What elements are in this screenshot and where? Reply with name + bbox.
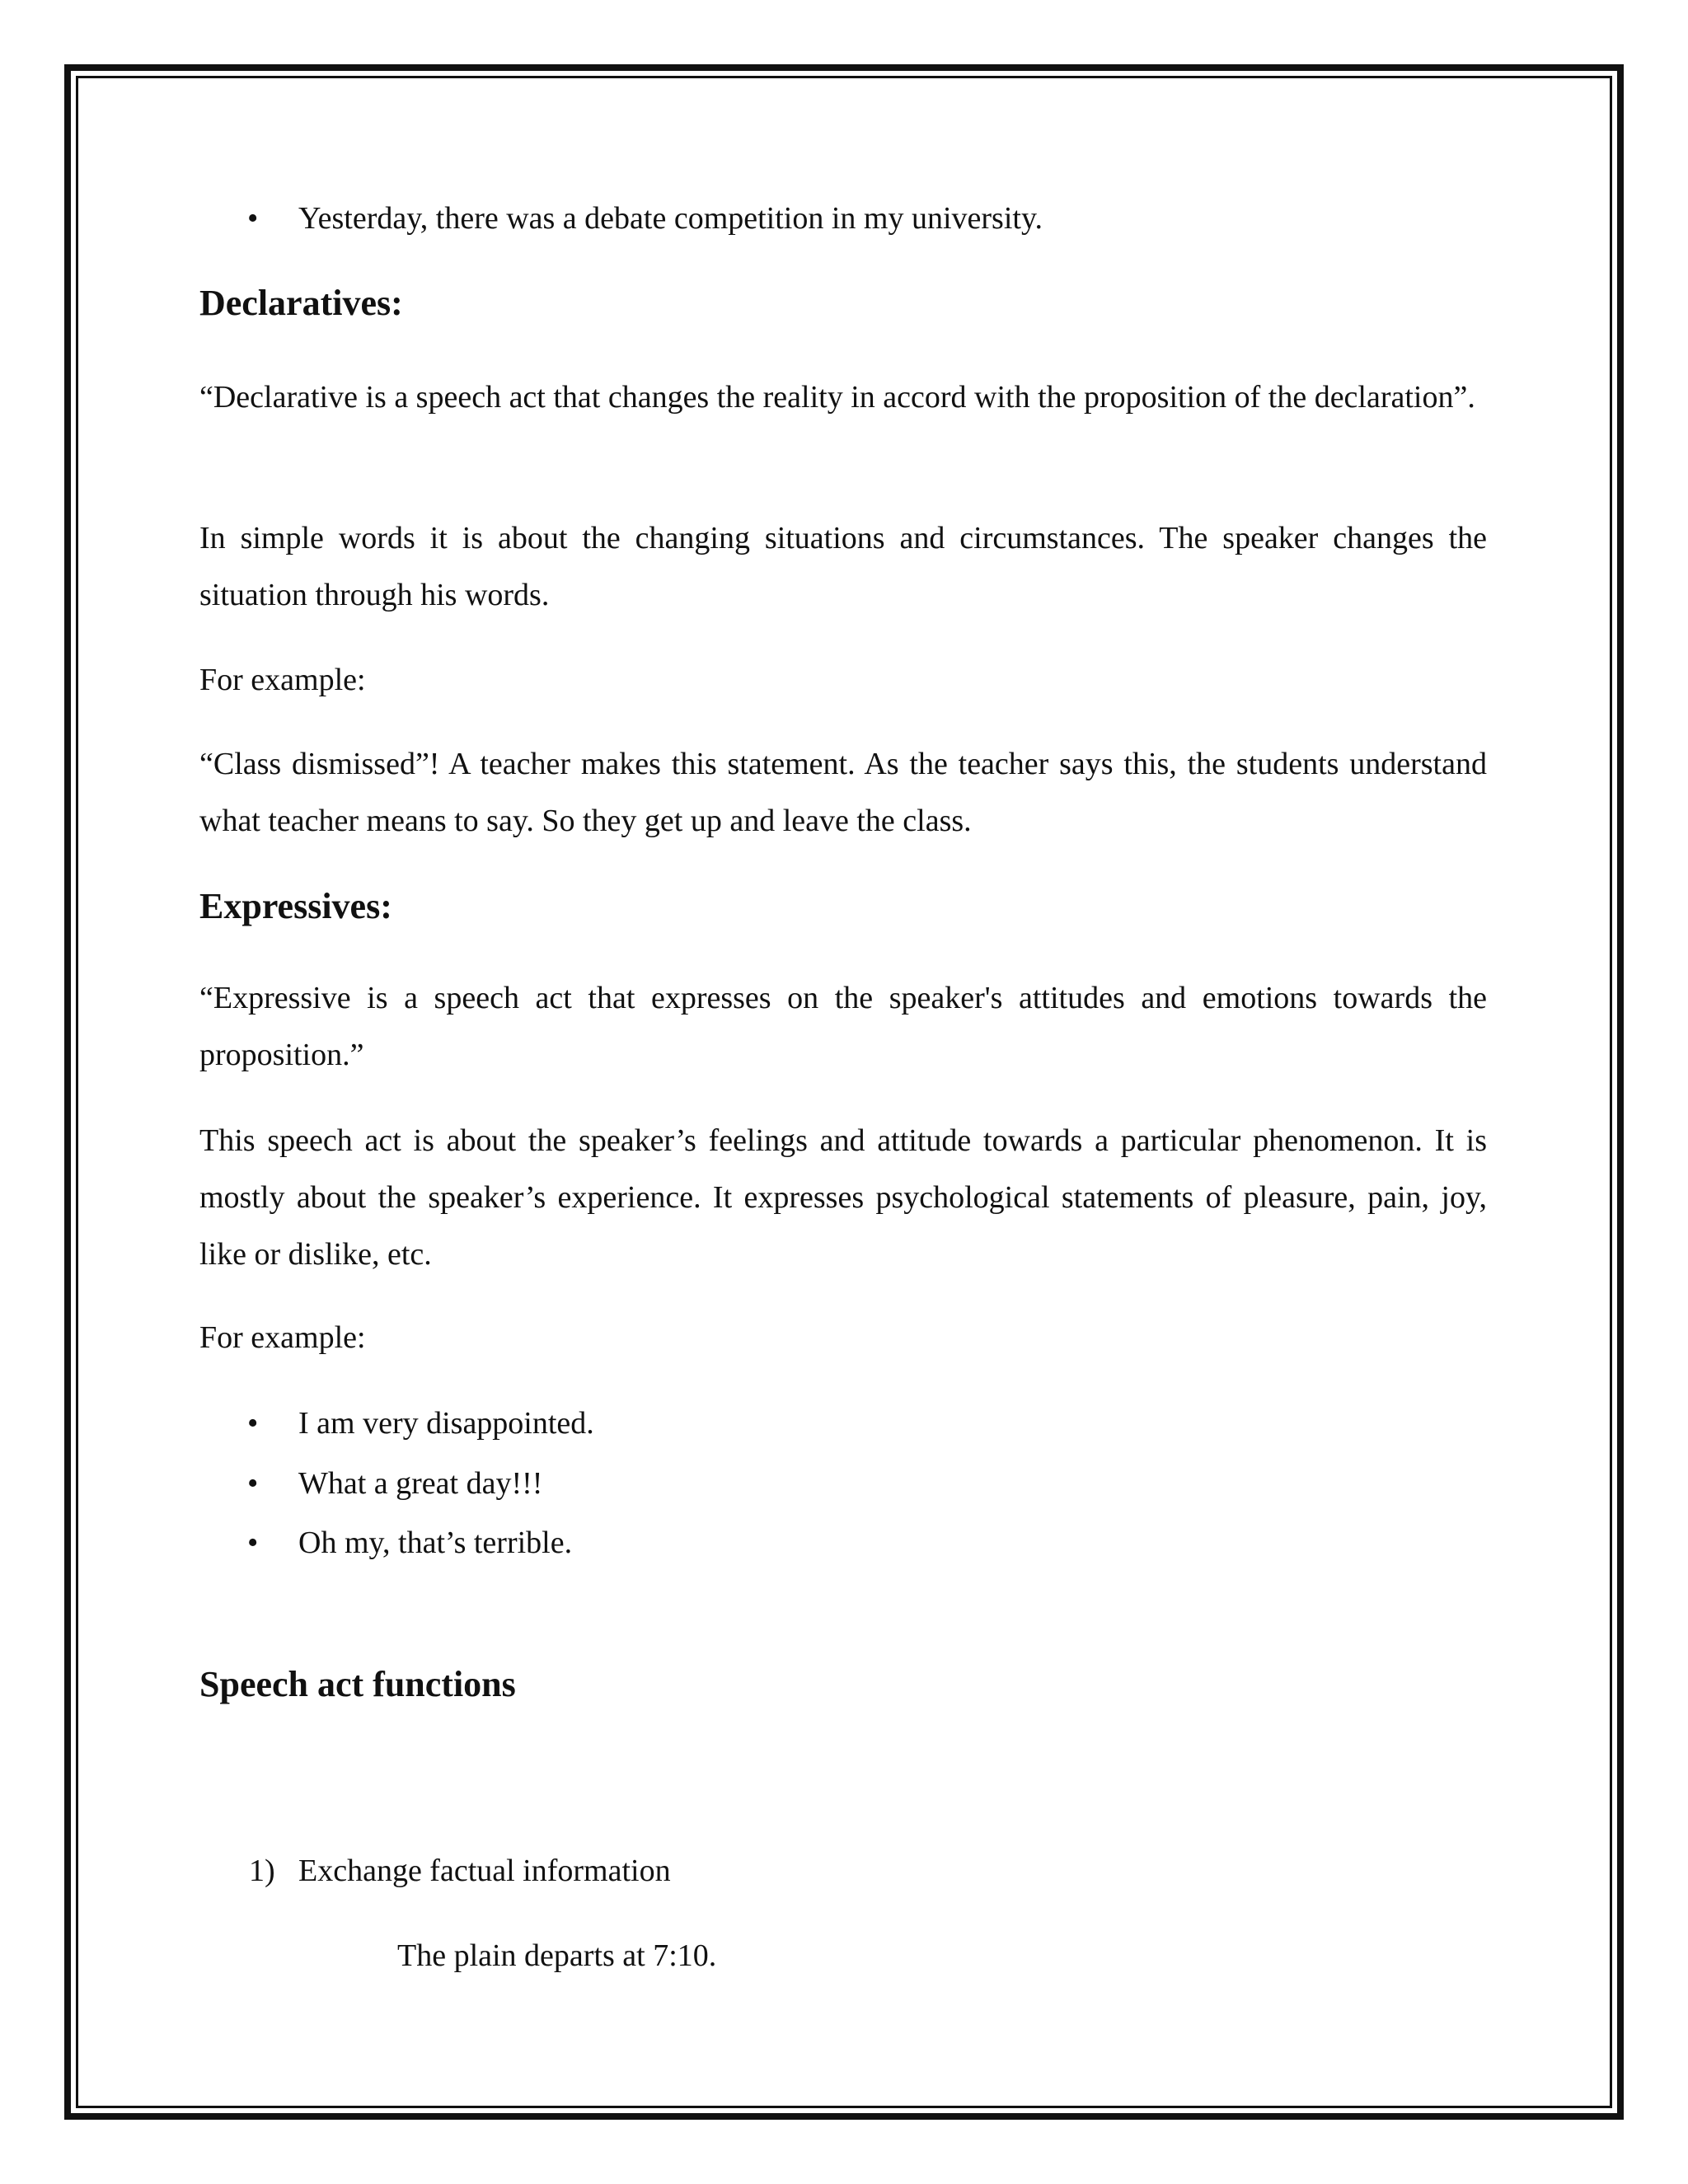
- numbered-item-label: Exchange factual information: [298, 1854, 671, 1888]
- expressives-definition: “Expressive is a speech act that expresses on the speaker's attitudes and emotions towards the proposition.”: [199, 981, 1487, 1072]
- list-item-text: What a great day!!!: [298, 1466, 543, 1501]
- expressives-explanation: This speech act is about the speaker’s feelings and attitude towards a particular phenomenon. It is mostly about the speaker’s experience. It expresses psychological statements of pleasure, pain, joy, like or dislike, etc.: [199, 1123, 1487, 1272]
- bullet-icon: •: [247, 1526, 259, 1560]
- bullet-icon: •: [247, 201, 259, 236]
- bullet-icon: •: [247, 1406, 259, 1441]
- section-heading-functions: Speech act functions: [199, 1664, 516, 1704]
- list-item-text: Oh my, that’s terrible.: [298, 1526, 573, 1560]
- declaratives-explanation: In simple words it is about the changing situations and circumstances. The speaker changes the situation through his words.: [199, 521, 1487, 612]
- declaratives-definition: “Declarative is a speech act that changes the reality in accord with the proposition of the declaration”.: [199, 380, 1475, 415]
- section-heading-declaratives: Declaratives:: [199, 283, 403, 323]
- declaratives-example: “Class dismissed”! A teacher makes this statement. As the teacher says this, the students understand what teacher means to say. So they get up and leave the class.: [199, 747, 1487, 838]
- example-label: For example:: [199, 1320, 366, 1355]
- function-example: The plain departs at 7:10.: [397, 1938, 717, 1973]
- numbered-item-marker: 1): [249, 1854, 275, 1888]
- bullet-icon: •: [247, 1466, 259, 1501]
- section-heading-expressives: Expressives:: [199, 886, 392, 926]
- list-item-text: Yesterday, there was a debate competition in my university.: [298, 201, 1043, 236]
- example-label: For example:: [199, 663, 366, 697]
- list-item-text: I am very disappointed.: [298, 1406, 594, 1441]
